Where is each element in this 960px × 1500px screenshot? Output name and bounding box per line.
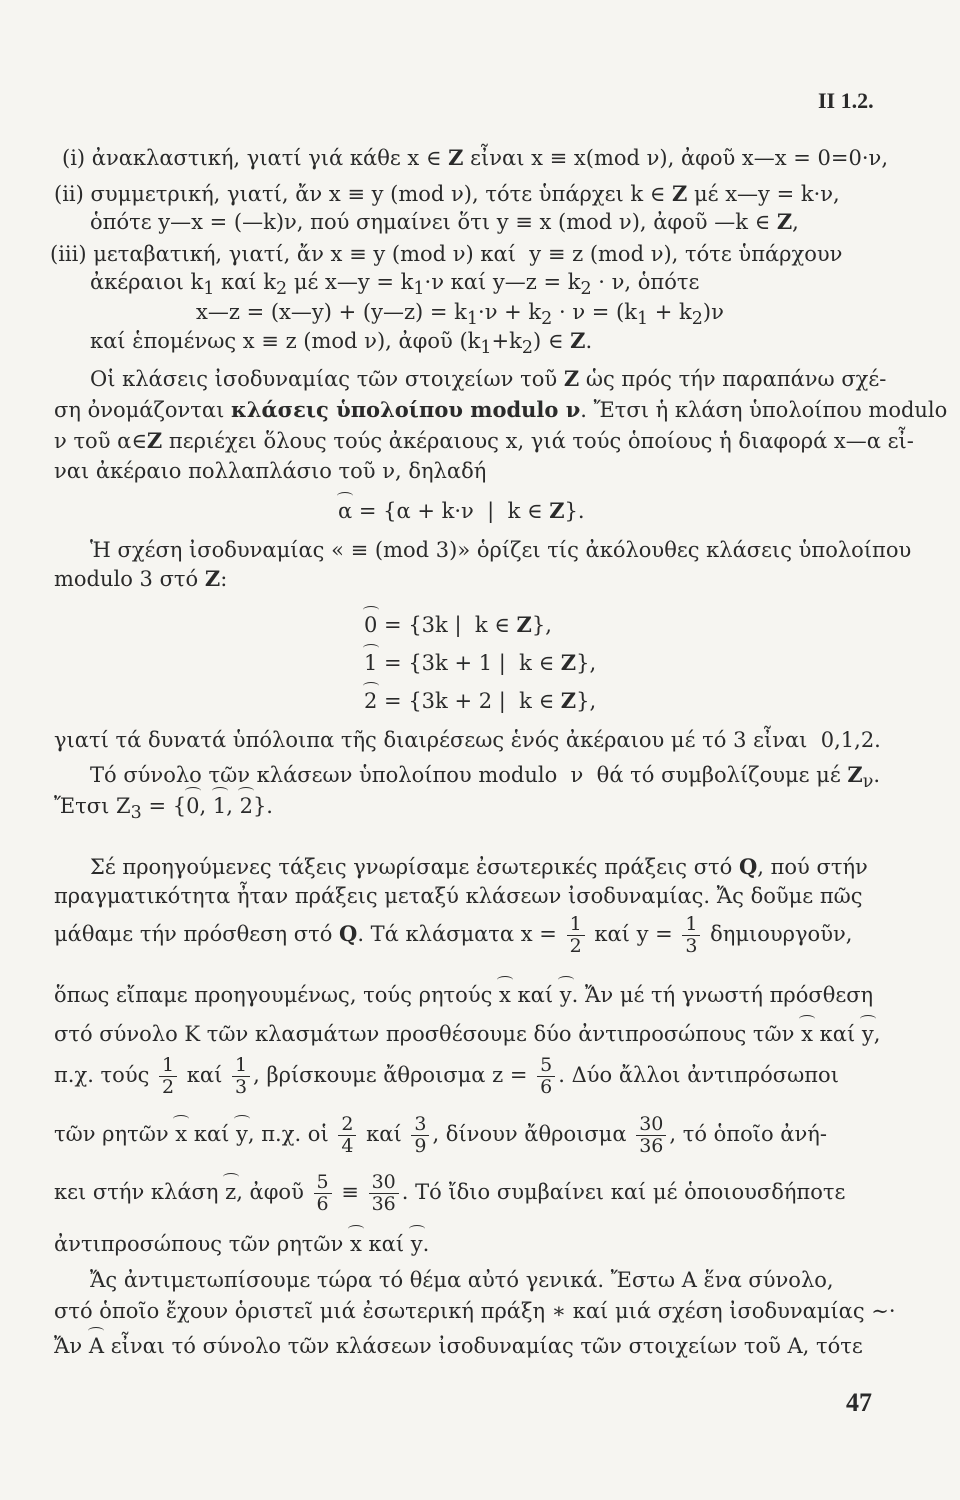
- para-mod3-1: Ἡ σχέση ἰσοδυναμίας « ≡ (mod 3)» ὁρίζει τίς ἀκόλουθες κλάσεις ὑπολοίπου: [90, 538, 912, 562]
- class-1: 1 = {3k + 1 | k ∈ Z},: [364, 650, 597, 675]
- para-q-5: στό σύνολο K τῶν κλασμάτων προσθέσουμε δύο ἀντιπροσώπους τῶν x καί y,: [54, 1022, 881, 1046]
- line-i: (i) ἀνακλαστική, γιατί γιά κάθε x ∈ Z εἶναι x ≡ x(mod ν), ἀφοῦ x—x = 0=0·ν,: [62, 145, 888, 170]
- para-q-6: π.χ. τούς $\frac{1}{2}$ καί $\frac{1}{3}$ , βρίσκουμε ἄθροισμα z = $\frac{5}{6}$ . Δύο ἄλλοι ἀντιπρόσωποι: [54, 1054, 839, 1098]
- para-q-7: τῶν ρητῶν x καί y, π.χ. οἱ $\frac{2}{4}$ καί $\frac{3}{9}$ , δίνουν ἄθροισμα $\frac{30}{36}$ , τό ὁποῖο ἀνή-: [54, 1113, 827, 1157]
- class-2: 2 = {3k + 2 | k ∈ Z},: [364, 688, 597, 713]
- page-header: ΙΙ 1.2.: [818, 88, 874, 113]
- para-general-2: στό ὁποῖο ἔχουν ὁριστεῖ μιά ἐσωτερική πράξη ∗ καί μιά σχέση ἰσοδυναμίας ∼·: [54, 1299, 896, 1323]
- para-classes-1: Οἱ κλάσεις ἰσοδυναμίας τῶν στοιχείων τοῦ Z ὡς πρός τήν παραπάνω σχέ-: [90, 366, 887, 391]
- equation-xz: x—z = (x—y) + (y—z) = $k_1\cdot\nu + k_2 \cdot \nu = (k_1 + k_2)\nu$: [196, 300, 724, 330]
- class-0: 0 = {3k | k ∈ Z},: [364, 612, 552, 637]
- para-q-4: ὅπως εἴπαμε προηγουμένως, τούς ρητούς x καί y. Ἄν μέ τή γνωστή πρόσθεση: [54, 983, 874, 1007]
- line-iii-end: καί ἑπομένως x ≡ z (mod ν), ἀφοῦ $(k_1+k_2)$ ∈ Z.: [90, 328, 593, 359]
- equation-class-a: α = {α + k·ν | k ∈ Z}.: [338, 498, 585, 523]
- line-iii-cont: ἀκέραιοι $k_1$ καί $k_2$ μέ x—y = $k_1\cdot\nu$ καί y—z = $k_2 \cdot \nu$, ὁπότε: [90, 270, 700, 300]
- para-mod3-2: modulo 3 στό Z:: [54, 566, 228, 591]
- para-classes-4: ναι ἀκέραιο πολλαπλάσιο τοῦ ν, δηλαδή: [54, 459, 487, 483]
- para-q-2: πραγματικότητα ἦταν πράξεις μεταξύ κλάσεων ἰσοδυναμίας. Ἄς δοῦμε πῶς: [54, 884, 863, 908]
- para-q-1: Σέ προηγούμενες τάξεις γνωρίσαμε ἐσωτερικές πράξεις στό Q, πού στήν: [90, 854, 868, 879]
- para-classes-3: ν τοῦ α∈Z περιέχει ὅλους τούς ἀκέραιους x, γιά τούς ὁποίους ἡ διαφορά x—α εἶ-: [54, 428, 914, 453]
- para-classes-2: ση ὀνομάζονται κλάσεις ὑπολοίπου modulo ν. Ἔτσι ἡ κλάση ὑπολοίπου modulo: [54, 397, 948, 422]
- para-general-1: Ἄς ἀντιμετωπίσουμε τώρα τό θέμα αὐτό γενικά. Ἔστω A ἕνα σύνολο,: [90, 1268, 834, 1292]
- line-zv: Τό σύνολο τῶν κλάσεων ὑπολοίπου modulo ν θά τό συμβολίζουμε μέ $Z_\nu$.: [90, 762, 881, 793]
- para-general-3: Ἄν A εἶναι τό σύνολο τῶν κλάσεων ἰσοδυναμίας τῶν στοιχείων τοῦ A, τότε: [54, 1334, 863, 1358]
- line-z3: Ἔτσι $Z_3 = \{0$, 1, 2}.: [54, 794, 273, 824]
- page-number: 47: [846, 1388, 872, 1417]
- line-ii: (ii) συμμετρική, γιατί, ἄν x ≡ y (mod ν), τότε ὑπάρχει k ∈ Z μέ x—y = k·ν,: [54, 181, 840, 206]
- para-q-9: ἀντιπροσώπους τῶν ρητῶν x καί y.: [54, 1232, 430, 1256]
- para-q-8: κει στήν κλάση z, ἀφοῦ $\frac{5}{6}$ ≡ $\frac{30}{36}$ . Τό ἴδιο συμβαίνει καί μέ ὁποιουσδήποτε: [54, 1171, 846, 1215]
- para-q-3: μάθαμε τήν πρόσθεση στό Q. Τά κλάσματα x = $\frac{1}{2}$ καί y = $\frac{1}{3}$ δημιουργοῦν,: [54, 913, 853, 957]
- line-ii-cont: ὁπότε y—x = (—k)ν, πού σημαίνει ὅτι y ≡ x (mod ν), ἀφοῦ —k ∈ Z,: [90, 209, 799, 234]
- line-remainders: γιατί τά δυνατά ὑπόλοιπα τῆς διαιρέσεως ἑνός ἀκέραιου μέ τό 3 εἶναι 0,1,2.: [54, 728, 881, 752]
- line-iii: (iii) μεταβατική, γιατί, ἄν x ≡ y (mod ν) καί y ≡ z (mod ν), τότε ὑπάρχουν: [50, 242, 843, 266]
